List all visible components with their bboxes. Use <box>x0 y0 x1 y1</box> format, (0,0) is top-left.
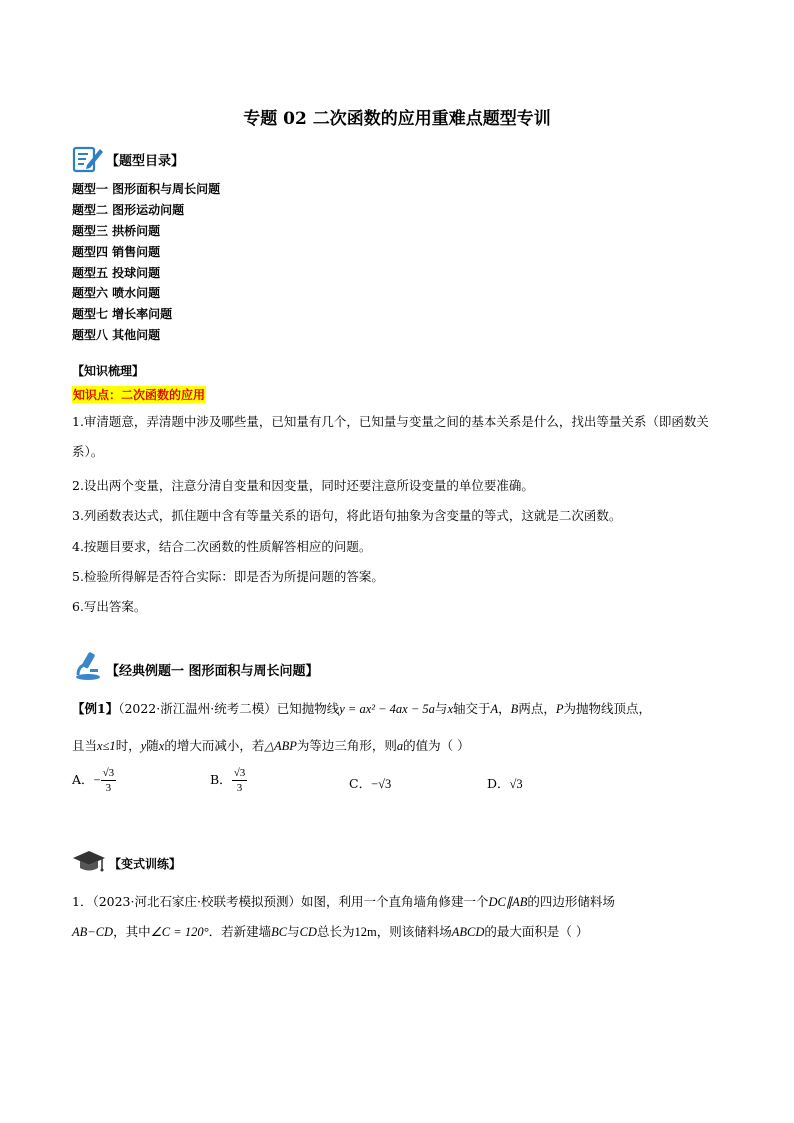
dc-parallel-ab: DC∥AB <box>488 895 528 909</box>
toc-item[interactable]: 题型二 图形运动问题 <box>72 202 185 217</box>
var-x: x <box>158 739 165 753</box>
text: 为等边三角形，则 <box>296 738 397 753</box>
parabola-equation: y = ax² − 4ax − 5a <box>339 702 435 716</box>
toc-header: 【题型目录】 <box>106 154 185 169</box>
graduation-cap-icon <box>72 849 106 875</box>
option-value: −√3 <box>371 777 392 791</box>
toc-list <box>72 179 220 346</box>
example-line-1 <box>72 699 651 717</box>
var-x: x <box>447 702 453 716</box>
practice-question-1-line-1 <box>72 892 615 910</box>
example-line-2 <box>72 736 470 754</box>
text: 且当 <box>72 738 98 753</box>
toc-item[interactable]: 题型七 增长率问题 <box>72 307 173 322</box>
toc-item[interactable]: 题型三 拱桥问题 <box>72 223 161 238</box>
knowledge-paragraph-5: 5.检验所得解是否符合实际：即是否为所提问题的答案。 <box>72 569 384 584</box>
example-source: （2022·浙江温州·统考二模）已知抛物线 <box>118 701 340 716</box>
knowledge-point-highlight: 知识点：二次函数的应用 <box>73 388 206 402</box>
text: 的增大而减小，若 <box>164 738 265 753</box>
notepad-pen-icon <box>72 143 104 173</box>
toc-item[interactable]: 题型四 销售问题 <box>72 244 161 259</box>
text: 的四边形储料场 <box>527 894 615 909</box>
text: 两点， <box>518 701 556 716</box>
text: 的值为（ ） <box>403 738 470 753</box>
option-d[interactable] <box>487 774 523 792</box>
option-value: √3 <box>509 777 523 791</box>
text: 的最大面积是（ ） <box>484 924 589 939</box>
numerator: √3 <box>233 767 246 779</box>
text: 时， <box>115 738 141 753</box>
option-a[interactable] <box>72 766 116 795</box>
page-title: 专题 02 二次函数的应用重难点题型专训 <box>243 109 551 129</box>
text: 总长为 <box>316 924 355 939</box>
text: ．若新建墙 <box>208 924 272 939</box>
example-label: 【例1】 <box>72 701 119 716</box>
angle-c: ∠C = 120° <box>150 925 209 939</box>
condition: x≤1 <box>97 739 116 753</box>
toc-item[interactable]: 题型八 其他问题 <box>72 328 161 343</box>
example-header: 【经典例题一 图形面积与周长问题】 <box>106 664 319 679</box>
fraction <box>101 766 117 795</box>
denominator: 3 <box>105 782 112 794</box>
microscope-icon <box>72 649 104 681</box>
option-label: D． <box>487 776 510 791</box>
knowledge-paragraph-6: 6.写出答案。 <box>72 599 147 614</box>
point-p: P <box>555 702 564 716</box>
var-a: a <box>396 739 404 753</box>
text: 随 <box>146 738 159 753</box>
ab-cd: AB−CD <box>72 925 114 939</box>
quad-abcd: ABCD <box>451 925 485 939</box>
text: 与 <box>434 701 448 716</box>
point-a: A <box>490 702 499 716</box>
denominator: 3 <box>236 782 243 794</box>
triangle-abp: △ABP <box>264 739 297 753</box>
option-c[interactable] <box>349 774 391 792</box>
point-b: B <box>510 702 519 716</box>
option-label: A． <box>72 772 94 787</box>
option-sign: − <box>93 773 101 787</box>
numerator: √3 <box>102 767 115 779</box>
knowledge-header: 【知识梳理】 <box>72 364 145 378</box>
text: ，则该储料场 <box>376 924 452 939</box>
option-label: B． <box>210 772 232 787</box>
toc-item[interactable]: 题型一 图形面积与周长问题 <box>72 182 221 196</box>
segment-cd: CD <box>299 925 317 939</box>
var-y: y <box>140 739 147 753</box>
toc-item[interactable]: 题型六 喷水问题 <box>72 286 161 301</box>
practice-header: 【变式训练】 <box>109 857 182 871</box>
length-value: 12m <box>354 925 377 939</box>
fraction <box>232 766 248 795</box>
knowledge-paragraph-3: 3.列函数表达式，抓住题中含有等量关系的语句，将此语句抽象为含变量的等式，这就是二次函数。 <box>72 508 622 523</box>
text: 1．（2023·河北石家庄·校联考模拟预测）如图，利用一个直角墙角修建一个 <box>72 894 489 909</box>
text: 与 <box>287 924 300 939</box>
knowledge-paragraph-1: 1.审清题意，弄清题中涉及哪些量，已知量有几个，已知量与变量之间的基本关系是什么，找出等量关系（即函数关系）。 <box>72 414 709 459</box>
option-label: C． <box>349 776 372 791</box>
knowledge-paragraph-4: 4.按题目要求，结合二次函数的性质解答相应的问题。 <box>72 539 372 554</box>
segment-bc: BC <box>271 925 288 939</box>
text: ， <box>498 701 511 716</box>
knowledge-paragraph-2: 2.设出两个变量，注意分清自变量和因变量，同时还要注意所设变量的单位要准确。 <box>72 478 534 493</box>
option-b[interactable] <box>210 766 247 795</box>
toc-item[interactable]: 题型五 投球问题 <box>72 265 161 280</box>
text: 为抛物线顶点， <box>563 701 651 716</box>
practice-question-1-line-2 <box>72 922 588 940</box>
text: ，其中 <box>113 924 151 939</box>
text: 轴交于 <box>453 701 491 716</box>
